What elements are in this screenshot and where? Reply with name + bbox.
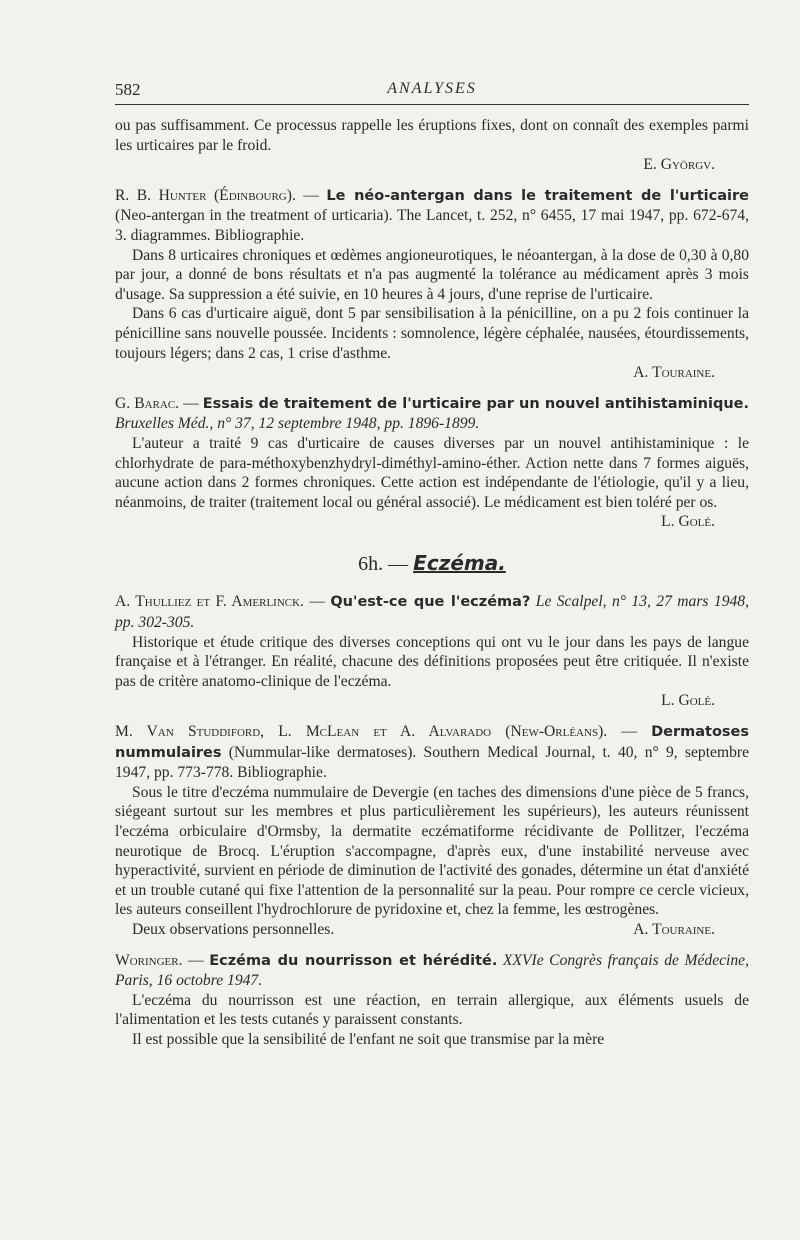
entry-author: R. B. Hunter (Édinbourg). — <box>115 186 319 204</box>
abstract-paragraph: Il est possible que la sensibilité de l'enfant ne soit que transmise par la mère <box>132 1030 605 1048</box>
header-rule <box>115 104 749 105</box>
entry-reference: XXVIe Congrès français de Médecine, Paris, 16 octobre 1947. <box>115 951 750 990</box>
abstract-paragraph: Dans 8 urticaires chroniques et œdèmes angioneurotiques, le néoantergan, à la dose de 0,30 à 0,80 par jour, a donné de bons résultats et n'a pas augmenté la tolérance au médicament après 3 mois d'usage. Sa suppression a été suivie, en 10 heures à 4 jours, d'une reprise de l'urticaire. <box>115 246 749 303</box>
signature: L. Golé. <box>661 692 715 710</box>
abstract-entry <box>115 186 749 383</box>
entry-reference: Le Scalpel, n° 13, 27 mars 1948, pp. 302-305. <box>115 593 749 632</box>
continued-abstract <box>115 116 749 175</box>
entry-author: M. Van Studdiford, L. McLean et A. Alvarado (New-Orléans). — <box>115 723 637 741</box>
entry-reference: (Neo-antergan in the treatment of urticaria). The Lancet, t. 252, n° 6455, 17 mai 1947, pp. 672-674, 3. diagrammes. Bibliographie. <box>115 207 749 244</box>
signature: E. Györgv. <box>643 156 715 174</box>
entry-author: Woringer. — <box>115 951 204 969</box>
abstract-paragraph: Deux observations personnelles. A. Touraine. <box>115 920 749 940</box>
signature: A. Touraine. <box>633 920 715 938</box>
abstract-entry <box>115 722 749 940</box>
entry-reference: (Nummular-like dermatoses). Southern Medical Journal, t. 40, n° 9, septembre 1947, pp. 773-778. Bibliographie. <box>115 743 749 782</box>
entry-reference: Bruxelles Méd., n° 37, 12 septembre 1948, pp. 1896-1899. <box>115 415 480 433</box>
running-title: ANALYSES <box>387 80 477 97</box>
signature: L. Golé. <box>661 513 715 531</box>
entry-title: Qu'est-ce que l'eczéma? <box>330 594 531 611</box>
abstract-paragraph: Historique et étude critique des diverses conceptions qui ont vu le jour dans les pays de langue française et à l'étranger. En réalité, chacune des définitions proposées peut être critiquée. Il n'existe pas de critère anatomo-clinique de l'eczéma. <box>115 633 749 690</box>
abstract-entry <box>115 951 749 1050</box>
page-body <box>115 116 749 1050</box>
section-heading <box>115 550 749 575</box>
abstract-paragraph: L'auteur a traité 9 cas d'urticaire de causes diverses par un nouvel antihistaminique : le chlorhydrate de para-méthoxybenzhydryl-diméthyl-amino-éther. Action nette dans 7 formes aiguës, aucune action dans 2 formes chroniques. Cette action est indépendante de l'étiologie, qu'il y a lieu, néanmoins, de traiter (traitement local ou général associé). Le médicament est bien toléré per os. <box>115 434 749 511</box>
entry-title: Eczéma du nourrisson et hérédité. <box>209 952 498 969</box>
abstract-paragraph: Sous le titre d'eczéma nummulaire de Devergie (en taches des dimensions d'une pièce de 5 francs, siégeant surtout sur les membres et plus particulièrement les supérieurs), les auteurs réunissent l'eczéma orbiculaire d'Ormsby, la dermatite eczématiforme récidivante de Pollitzer, l'eczéma neurotique de Brocq. L'éruption s'accompagne, d'après eux, d'une instabilité nerveuse avec hyperactivité, survient en période de diminution de l'activité des gonades, détermine un état d'anxiété et un trouble cutané qui fixe l'attention de la personnalité sur la peau. Pour rompre ce cercle vicieux, les auteurs conseillent l'hydrochlorure de pyridoxine et, chez la femme, les œstrogènes. <box>115 783 749 919</box>
abstract-paragraph: Dans 6 cas d'urticaire aiguë, dont 5 par sensibilisation à la pénicilline, on a pu 2 fois continuer la pénicilline sans nouvelle poussée. Incidents : somnolence, légère céphalée, nausées, étourdissements, toujours légers; dans 2 cas, 1 crise d'asthme. <box>115 305 749 362</box>
entry-author: A. Thulliez et F. Amerlinck. — <box>115 593 325 611</box>
section-name: Eczéma. <box>413 550 506 575</box>
entry-title: Essais de traitement de l'urticaire par un nouvel antihistaminique. <box>202 395 749 412</box>
abstract-paragraph: L'eczéma du nourrisson est une réaction, en terrain allergique, aux éléments usuels de l'alimentation et les tests cutanés y paraissent constants. <box>115 991 749 1029</box>
page-number: 582 <box>115 80 141 99</box>
section-number: 6h. — <box>358 552 409 575</box>
running-header <box>115 80 749 102</box>
signature: A. Touraine. <box>633 364 715 382</box>
abstract-entry <box>115 592 749 711</box>
abstract-entry <box>115 394 749 532</box>
entry-title: Le néo-antergan dans le traitement de l'urticaire <box>326 187 749 204</box>
abstract-text: ou pas suffisamment. Ce processus rappelle les éruptions fixes, dont on connaît des exemples parmi les urticaires par le froid. <box>115 117 749 154</box>
entry-author: G. Barac. — <box>115 394 199 412</box>
entry-title: Dermatoses nummulaires <box>115 724 749 761</box>
